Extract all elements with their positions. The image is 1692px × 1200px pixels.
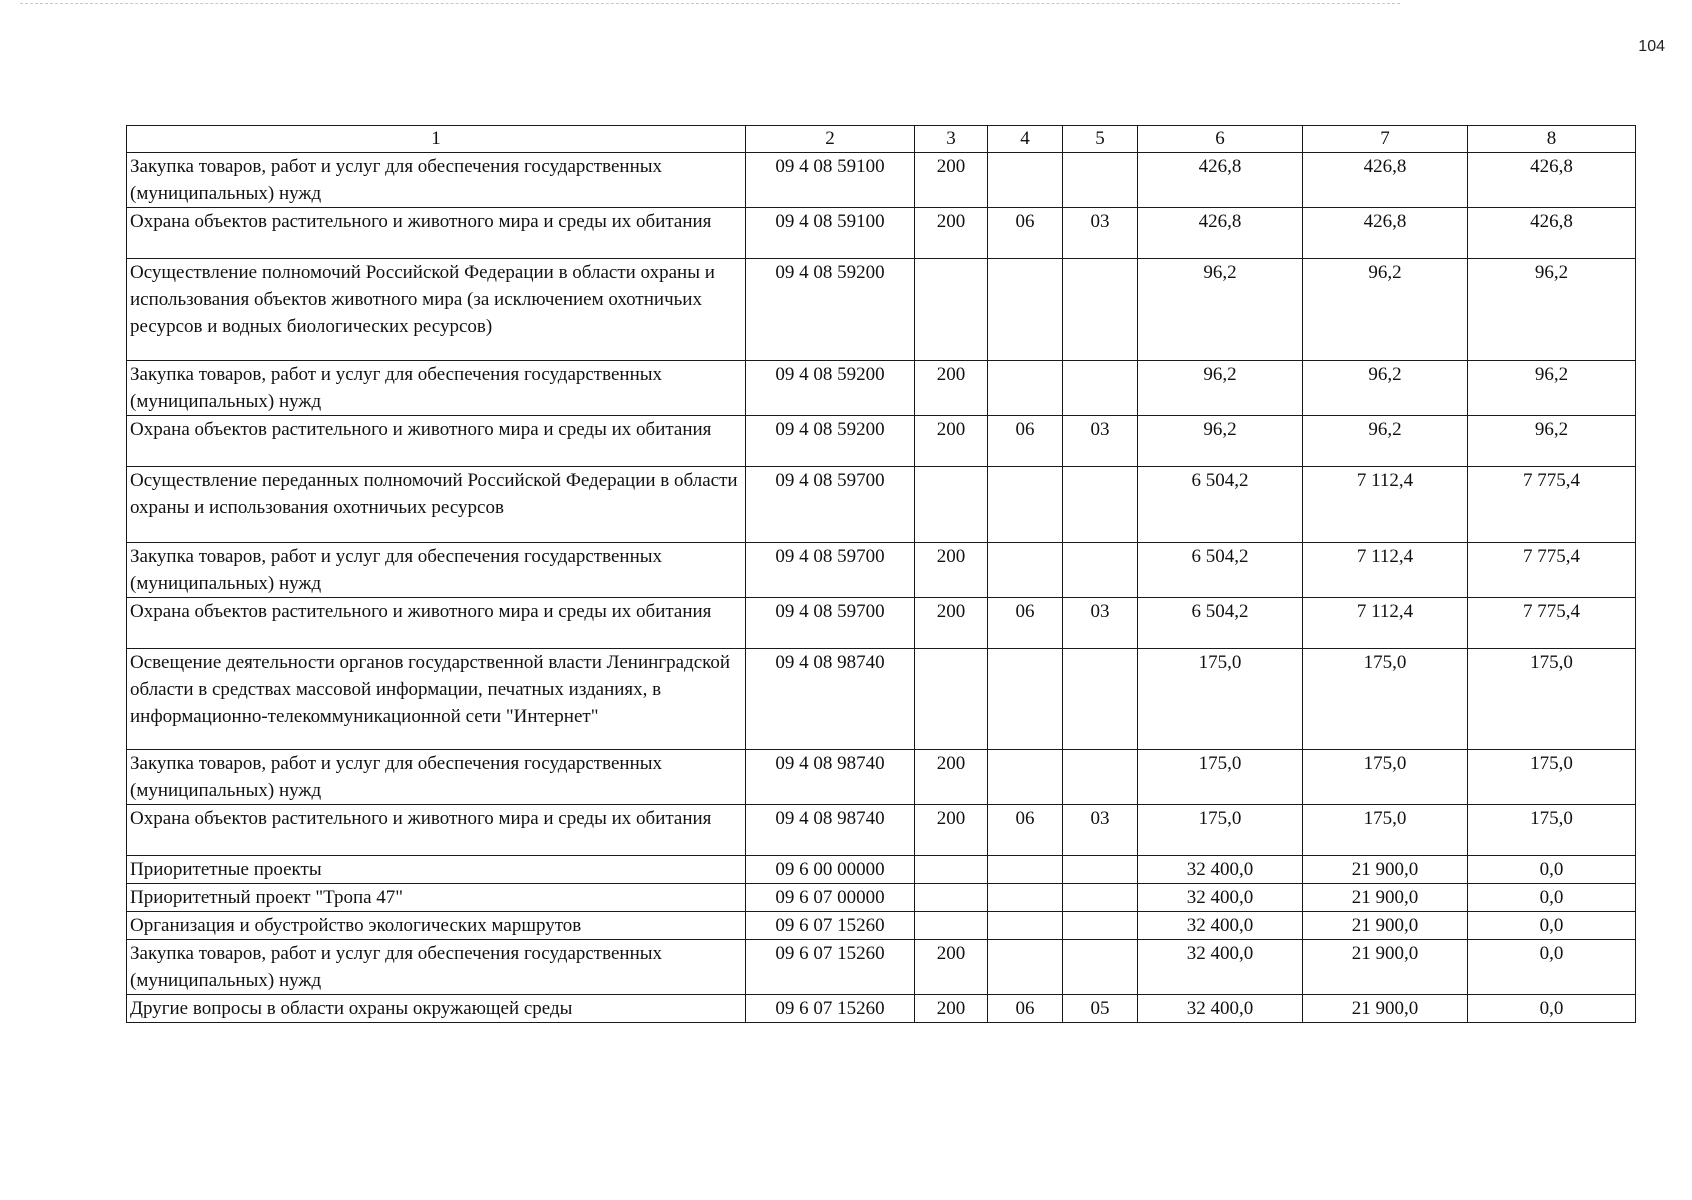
expense-type-code-cell	[915, 649, 988, 750]
section-code-cell	[988, 361, 1063, 416]
subsection-code-cell	[1063, 153, 1138, 208]
row-name-cell: Закупка товаров, работ и услуг для обеспечения государственных (муниципальных) нужд	[127, 153, 746, 208]
section-code-cell	[988, 856, 1063, 884]
section-code-cell	[988, 467, 1063, 543]
expense-type-code-cell	[915, 467, 988, 543]
amount-col7-cell: 175,0	[1303, 649, 1468, 750]
amount-col8-cell: 7 775,4	[1468, 467, 1636, 543]
table-row	[127, 995, 1636, 1023]
amount-col6-cell: 426,8	[1138, 208, 1303, 259]
table-row	[127, 361, 1636, 416]
table-row	[127, 649, 1636, 750]
amount-col6-cell: 175,0	[1138, 649, 1303, 750]
target-article-code-cell: 09 4 08 59200	[746, 361, 915, 416]
amount-col7-cell: 21 900,0	[1303, 940, 1468, 995]
amount-col8-cell: 0,0	[1468, 884, 1636, 912]
target-article-code-cell: 09 4 08 59700	[746, 543, 915, 598]
target-article-code-cell: 09 4 08 59700	[746, 467, 915, 543]
table-header-row	[127, 126, 1636, 153]
amount-col7-cell: 96,2	[1303, 259, 1468, 361]
amount-col7-cell: 7 112,4	[1303, 467, 1468, 543]
expense-type-code-cell: 200	[915, 543, 988, 598]
amount-col8-cell: 0,0	[1468, 912, 1636, 940]
column-header: 5	[1063, 126, 1138, 153]
column-header: 6	[1138, 126, 1303, 153]
subsection-code-cell: 03	[1063, 416, 1138, 467]
expense-type-code-cell: 200	[915, 940, 988, 995]
subsection-code-cell	[1063, 856, 1138, 884]
row-name-cell: Закупка товаров, работ и услуг для обеспечения государственных (муниципальных) нужд	[127, 543, 746, 598]
amount-col6-cell: 6 504,2	[1138, 467, 1303, 543]
page-number: 104	[1638, 38, 1665, 55]
amount-col7-cell: 7 112,4	[1303, 598, 1468, 649]
table-row	[127, 543, 1636, 598]
target-article-code-cell: 09 4 08 59200	[746, 416, 915, 467]
table-row	[127, 940, 1636, 995]
target-article-code-cell: 09 4 08 98740	[746, 750, 915, 805]
amount-col8-cell: 96,2	[1468, 416, 1636, 467]
row-name-cell: Охрана объектов растительного и животного мира и среды их обитания	[127, 416, 746, 467]
section-code-cell	[988, 884, 1063, 912]
column-header: 8	[1468, 126, 1636, 153]
target-article-code-cell: 09 4 08 98740	[746, 805, 915, 856]
table-row	[127, 912, 1636, 940]
section-code-cell	[988, 153, 1063, 208]
subsection-code-cell: 03	[1063, 598, 1138, 649]
target-article-code-cell: 09 4 08 59100	[746, 153, 915, 208]
amount-col6-cell: 426,8	[1138, 153, 1303, 208]
expense-type-code-cell: 200	[915, 598, 988, 649]
amount-col6-cell: 32 400,0	[1138, 884, 1303, 912]
column-header: 2	[746, 126, 915, 153]
amount-col7-cell: 426,8	[1303, 153, 1468, 208]
amount-col8-cell: 426,8	[1468, 153, 1636, 208]
subsection-code-cell	[1063, 649, 1138, 750]
amount-col8-cell: 175,0	[1468, 750, 1636, 805]
row-name-cell: Закупка товаров, работ и услуг для обеспечения государственных (муниципальных) нужд	[127, 750, 746, 805]
row-name-cell: Закупка товаров, работ и услуг для обеспечения государственных (муниципальных) нужд	[127, 940, 746, 995]
subsection-code-cell	[1063, 467, 1138, 543]
target-article-code-cell: 09 4 08 59100	[746, 208, 915, 259]
expense-type-code-cell: 200	[915, 208, 988, 259]
amount-col8-cell: 7 775,4	[1468, 598, 1636, 649]
amount-col7-cell: 21 900,0	[1303, 995, 1468, 1023]
subsection-code-cell: 05	[1063, 995, 1138, 1023]
amount-col6-cell: 32 400,0	[1138, 912, 1303, 940]
section-code-cell	[988, 649, 1063, 750]
subsection-code-cell	[1063, 940, 1138, 995]
budget-table	[126, 125, 1636, 1023]
row-name-cell: Закупка товаров, работ и услуг для обеспечения государственных (муниципальных) нужд	[127, 361, 746, 416]
table-row	[127, 153, 1636, 208]
target-article-code-cell: 09 4 08 98740	[746, 649, 915, 750]
amount-col6-cell: 32 400,0	[1138, 995, 1303, 1023]
subsection-code-cell: 03	[1063, 208, 1138, 259]
amount-col7-cell: 21 900,0	[1303, 856, 1468, 884]
target-article-code-cell: 09 6 07 00000	[746, 884, 915, 912]
amount-col8-cell: 175,0	[1468, 649, 1636, 750]
row-name-cell: Осуществление полномочий Российской Федерации в области охраны и использования объектов животного мира (за исключением охотничьих ресурсов и водных биологических ресурсов)	[127, 259, 746, 361]
table-row	[127, 805, 1636, 856]
table-row	[127, 750, 1636, 805]
section-code-cell: 06	[988, 805, 1063, 856]
subsection-code-cell: 03	[1063, 805, 1138, 856]
amount-col8-cell: 175,0	[1468, 805, 1636, 856]
amount-col8-cell: 426,8	[1468, 208, 1636, 259]
target-article-code-cell: 09 4 08 59200	[746, 259, 915, 361]
row-name-cell: Другие вопросы в области охраны окружающей среды	[127, 995, 746, 1023]
table-row	[127, 208, 1636, 259]
amount-col8-cell: 96,2	[1468, 259, 1636, 361]
amount-col8-cell: 0,0	[1468, 995, 1636, 1023]
row-name-cell: Приоритетный проект "Тропа 47"	[127, 884, 746, 912]
expense-type-code-cell: 200	[915, 153, 988, 208]
expense-type-code-cell: 200	[915, 750, 988, 805]
row-name-cell: Приоритетные проекты	[127, 856, 746, 884]
section-code-cell	[988, 912, 1063, 940]
expense-type-code-cell	[915, 259, 988, 361]
expense-type-code-cell: 200	[915, 361, 988, 416]
section-code-cell: 06	[988, 416, 1063, 467]
subsection-code-cell	[1063, 543, 1138, 598]
amount-col8-cell: 0,0	[1468, 940, 1636, 995]
section-code-cell: 06	[988, 208, 1063, 259]
amount-col6-cell: 96,2	[1138, 416, 1303, 467]
amount-col7-cell: 175,0	[1303, 750, 1468, 805]
amount-col7-cell: 21 900,0	[1303, 912, 1468, 940]
table-row	[127, 259, 1636, 361]
section-code-cell	[988, 940, 1063, 995]
subsection-code-cell	[1063, 912, 1138, 940]
expense-type-code-cell	[915, 856, 988, 884]
row-name-cell: Освещение деятельности органов государственной власти Ленинградской области в средствах массовой информации, печатных изданиях, в информационно-телекоммуникационной сети "Интернет"	[127, 649, 746, 750]
target-article-code-cell: 09 6 07 15260	[746, 940, 915, 995]
amount-col7-cell: 96,2	[1303, 361, 1468, 416]
target-article-code-cell: 09 6 00 00000	[746, 856, 915, 884]
target-article-code-cell: 09 4 08 59700	[746, 598, 915, 649]
amount-col6-cell: 96,2	[1138, 361, 1303, 416]
expense-type-code-cell	[915, 912, 988, 940]
target-article-code-cell: 09 6 07 15260	[746, 912, 915, 940]
amount-col6-cell: 175,0	[1138, 805, 1303, 856]
row-name-cell: Охрана объектов растительного и животного мира и среды их обитания	[127, 805, 746, 856]
expense-type-code-cell: 200	[915, 416, 988, 467]
section-code-cell	[988, 259, 1063, 361]
expense-type-code-cell: 200	[915, 995, 988, 1023]
amount-col6-cell: 175,0	[1138, 750, 1303, 805]
row-name-cell: Организация и обустройство экологических маршрутов	[127, 912, 746, 940]
column-header: 1	[127, 126, 746, 153]
subsection-code-cell	[1063, 750, 1138, 805]
amount-col8-cell: 7 775,4	[1468, 543, 1636, 598]
amount-col7-cell: 426,8	[1303, 208, 1468, 259]
amount-col6-cell: 32 400,0	[1138, 856, 1303, 884]
row-name-cell: Охрана объектов растительного и животного мира и среды их обитания	[127, 208, 746, 259]
amount-col6-cell: 32 400,0	[1138, 940, 1303, 995]
table-row	[127, 598, 1636, 649]
column-header: 7	[1303, 126, 1468, 153]
amount-col8-cell: 0,0	[1468, 856, 1636, 884]
section-code-cell: 06	[988, 598, 1063, 649]
expense-type-code-cell	[915, 884, 988, 912]
table-row	[127, 467, 1636, 543]
expense-type-code-cell: 200	[915, 805, 988, 856]
row-name-cell: Охрана объектов растительного и животного мира и среды их обитания	[127, 598, 746, 649]
scan-edge-line	[20, 3, 1400, 6]
section-code-cell	[988, 750, 1063, 805]
amount-col7-cell: 7 112,4	[1303, 543, 1468, 598]
column-header: 3	[915, 126, 988, 153]
subsection-code-cell	[1063, 259, 1138, 361]
column-header: 4	[988, 126, 1063, 153]
table-row	[127, 856, 1636, 884]
amount-col7-cell: 21 900,0	[1303, 884, 1468, 912]
table-row	[127, 416, 1636, 467]
section-code-cell	[988, 543, 1063, 598]
amount-col8-cell: 96,2	[1468, 361, 1636, 416]
amount-col6-cell: 6 504,2	[1138, 543, 1303, 598]
section-code-cell: 06	[988, 995, 1063, 1023]
row-name-cell: Осуществление переданных полномочий Российской Федерации в области охраны и использования охотничьих ресурсов	[127, 467, 746, 543]
amount-col6-cell: 96,2	[1138, 259, 1303, 361]
amount-col7-cell: 175,0	[1303, 805, 1468, 856]
table-body	[127, 153, 1636, 1023]
target-article-code-cell: 09 6 07 15260	[746, 995, 915, 1023]
subsection-code-cell	[1063, 884, 1138, 912]
amount-col7-cell: 96,2	[1303, 416, 1468, 467]
subsection-code-cell	[1063, 361, 1138, 416]
amount-col6-cell: 6 504,2	[1138, 598, 1303, 649]
table-row	[127, 884, 1636, 912]
